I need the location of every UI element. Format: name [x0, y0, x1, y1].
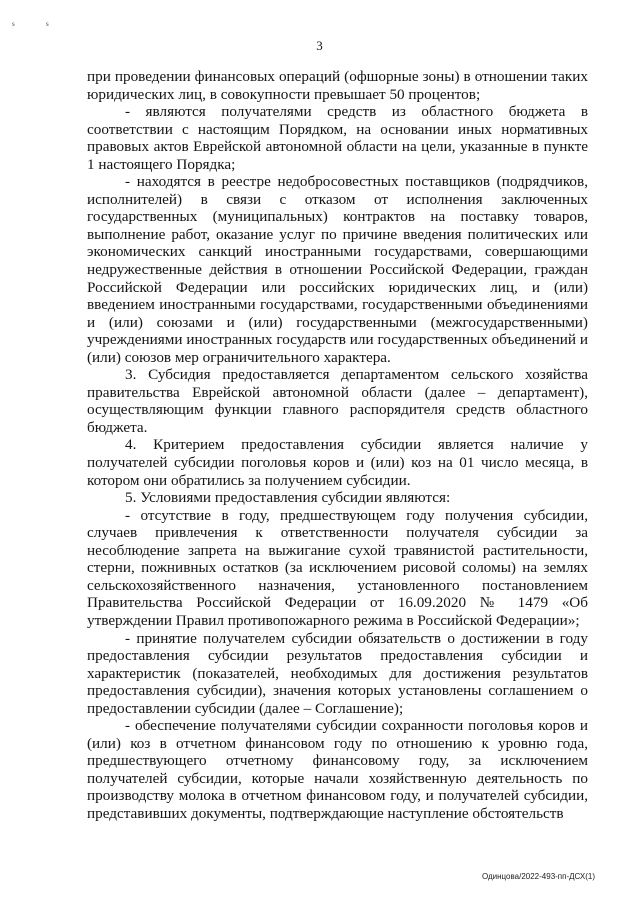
paragraph: - находятся в реестре недобросовестных поставщиков (подрядчиков, исполнителей) в связи с отказом от исполнения заключенных государственных (муниципальных) контрактов на поставку товаров, выполнение работ, оказание услуг по причине введения политических или экономических санкций иностранными государствами, совершающими недружественные действия в отношении Российской Федерации, граждан Российской Федерации или российских юридических лиц, и (или) введением иностранными государствами, государственными объединениями и (или) союзами и (или) государственными (межгосударственными) учреждениями иностранных государств или государственных объединений и (или) союзов мер ограничительного характера. [87, 173, 588, 366]
paragraph: при проведении финансовых операций (офшорные зоны) в отношении таких юридических лиц, в совокупности превышает 50 процентов; [87, 68, 588, 103]
corner-mark: s [12, 20, 15, 28]
paragraph: 3. Субсидия предоставляется департаментом сельского хозяйства правительства Еврейской автономной области (далее – департамент), осуществляющим функции главного распорядителя средств областного бюджета. [87, 366, 588, 436]
paragraph: 5. Условиями предоставления субсидии являются: [125, 489, 451, 507]
page-number: 3 [316, 38, 323, 53]
paragraph: - обеспечение получателями субсидии сохранности поголовья коров и (или) коз в отчетном финансовом году по отношению к уровню года, предшествующего отчетному финансовому году, за исключением получателей субсидии, которые начали хозяйственную деятельность по производству молока в отчетном финансовом году, и получателей субсидии, представивших документы, подтверждающие наступление обстоятельств [87, 717, 588, 822]
paragraph: - принятие получателем субсидии обязательств о достижении в году предоставления субсидии результатов предоставления субсидии и характеристик (показателей, необходимых для достижения результатов предоставления субсидии), значения которых установлены соглашением о предоставлении субсидии (далее – Соглашение); [87, 629, 588, 717]
paragraph: - являются получателями средств из областного бюджета в соответствии с настоящим Порядком, на основании иных нормативных правовых актов Еврейской автономной области на цели, указанные в пункте 1 настоящего Порядка; [87, 103, 588, 173]
document-body [87, 68, 588, 823]
corner-mark: s [46, 20, 49, 28]
paragraph: 4. Критерием предоставления субсидии является наличие у получателей субсидии поголовья коров и (или) коз на 01 число месяца, в котором они обратились за получением субсидии. [87, 436, 588, 489]
paragraph: - отсутствие в году, предшествующем году получения субсидии, случаев привлечения к ответственности получателя субсидии за несоблюдение запрета на выжигание сухой травянистой растительности, стерни, пожнивных остатков (за исключением рисовой соломы) на землях сельскохозяйственного назначения, установленного постановлением Правительства Российской Федерации от 16.09.2020 № 1479 «Об утверждении Правил противопожарного режима в Российской Федерации»; [87, 506, 588, 629]
document-code: Одинцова/2022-493-пп-ДСХ(1) [481, 872, 595, 881]
